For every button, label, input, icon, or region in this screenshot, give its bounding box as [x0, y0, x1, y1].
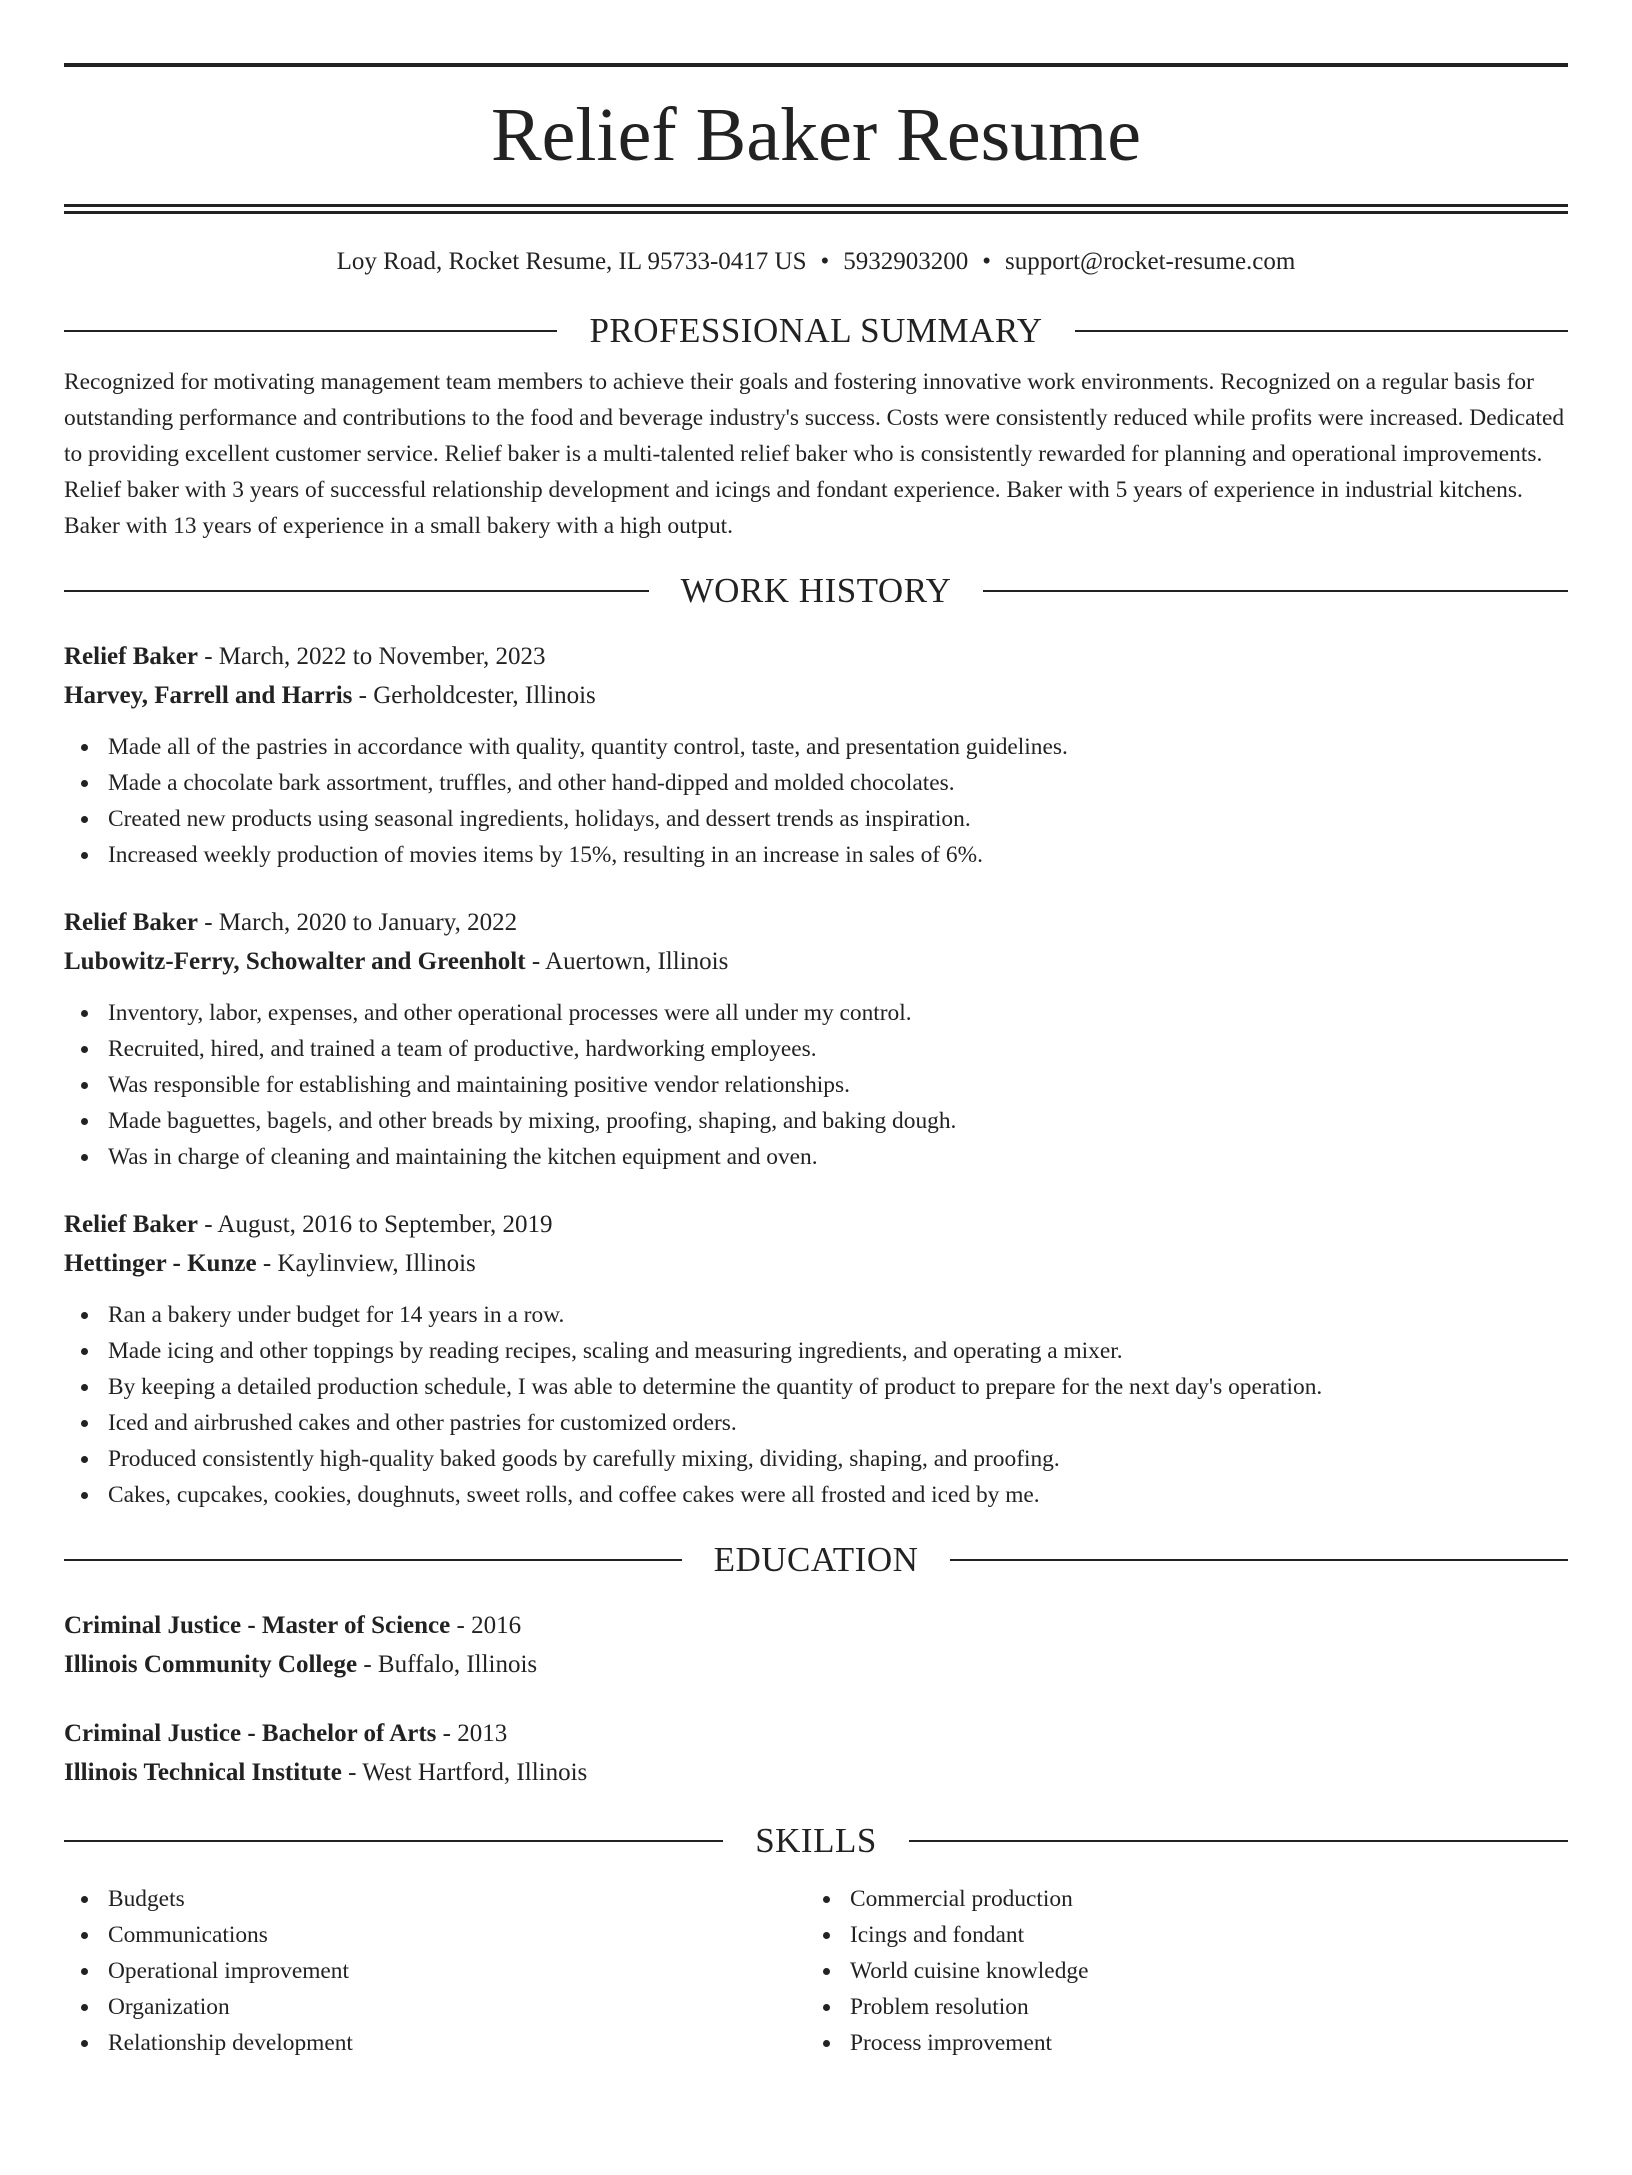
list-item: Recruited, hired, and trained a team of productive, hardworking employees.: [64, 1031, 1568, 1067]
job-company-line: [64, 676, 1568, 715]
list-item: Was in charge of cleaning and maintaining the kitchen equipment and oven.: [64, 1139, 1568, 1175]
job-company: Hettinger - Kunze: [64, 1250, 257, 1277]
list-item: Budgets: [64, 1881, 806, 1917]
education-degree-line: [64, 1606, 1568, 1645]
education-section-title: EDUCATION: [713, 1540, 919, 1579]
job-title-line: [64, 903, 1568, 942]
work-section-title: WORK HISTORY: [680, 571, 952, 610]
list-item: Cakes, cupcakes, cookies, doughnuts, sweet rolls, and coffee cakes were all frosted and iced by me.: [64, 1477, 1568, 1513]
resume-title: Relief Baker Resume: [490, 93, 1141, 177]
contact-line: [64, 247, 1568, 277]
section-rule: [64, 590, 649, 592]
list-item: Operational improvement: [64, 1953, 806, 1989]
list-item: Ran a bakery under budget for 14 years in a row.: [64, 1297, 1568, 1333]
job-role: Relief Baker: [64, 643, 198, 670]
list-item: Made baguettes, bagels, and other breads by mixing, proofing, shaping, and baking dough.: [64, 1103, 1568, 1139]
job-company: Lubowitz-Ferry, Schowalter and Greenholt: [64, 948, 526, 975]
job-bullets: [64, 729, 1568, 873]
job-dates: - March, 2020 to January, 2022: [197, 909, 518, 936]
education-degree-line: [64, 1714, 1568, 1753]
list-item: Produced consistently high-quality baked goods by carefully mixing, dividing, shaping, and proofing.: [64, 1441, 1568, 1477]
contact-email: support@rocket-resume.com: [1005, 248, 1296, 275]
summary-section-title: PROFESSIONAL SUMMARY: [589, 311, 1043, 350]
job-location: - Auertown, Illinois: [525, 948, 729, 975]
contact-address: Loy Road, Rocket Resume, IL 95733-0417 US: [336, 248, 807, 275]
list-item: By keeping a detailed production schedule, I was able to determine the quantity of product to prepare for the next day's operation.: [64, 1369, 1568, 1405]
section-rule: [909, 1840, 1568, 1842]
list-item: Iced and airbrushed cakes and other pastries for customized orders.: [64, 1405, 1568, 1441]
work-section-header: [64, 571, 1568, 611]
education-school-line: [64, 1645, 1568, 1684]
job-role: Relief Baker: [64, 909, 198, 936]
job-dates: - March, 2022 to November, 2023: [197, 643, 546, 670]
skills-list-left: [64, 1881, 806, 2061]
contact-separator: •: [982, 248, 992, 275]
job-location: - Kaylinview, Illinois: [256, 1250, 476, 1277]
job-role: Relief Baker: [64, 1211, 198, 1238]
list-item: Relationship development: [64, 2025, 806, 2061]
list-item: Process improvement: [806, 2025, 1548, 2061]
education-school-line: [64, 1753, 1568, 1792]
resume-page: [64, 63, 1568, 2061]
education-school: Illinois Technical Institute: [64, 1759, 342, 1786]
education-school: Illinois Community College: [64, 1651, 358, 1678]
job-title-line: [64, 1205, 1568, 1244]
list-item: Icings and fondant: [806, 1917, 1548, 1953]
list-item: Made icing and other toppings by reading recipes, scaling and measuring ingredients, and operating a mixer.: [64, 1333, 1568, 1369]
job-dates: - August, 2016 to September, 2019: [197, 1211, 553, 1238]
list-item: Made a chocolate bark assortment, truffles, and other hand-dipped and molded chocolates.: [64, 765, 1568, 801]
skills-columns: [64, 1881, 1568, 2061]
education-entry: [64, 1606, 1568, 1684]
job-company-line: [64, 1244, 1568, 1283]
contact-separator: •: [820, 248, 830, 275]
education-location: - Buffalo, Illinois: [357, 1651, 538, 1678]
education-year: - 2013: [436, 1720, 508, 1747]
job-title-line: [64, 637, 1568, 676]
section-rule: [64, 1840, 723, 1842]
list-item: Created new products using seasonal ingredients, holidays, and dessert trends as inspiration.: [64, 801, 1568, 837]
section-rule: [1075, 330, 1568, 332]
education-year: - 2016: [450, 1612, 522, 1639]
education-location: - West Hartford, Illinois: [341, 1759, 588, 1786]
skills-list-right: [806, 1881, 1548, 2061]
job-company: Harvey, Farrell and Harris: [64, 682, 353, 709]
list-item: Made all of the pastries in accordance with quality, quantity control, taste, and presentation guidelines.: [64, 729, 1568, 765]
section-rule: [983, 590, 1568, 592]
section-rule: [64, 1559, 682, 1561]
list-item: Commercial production: [806, 1881, 1548, 1917]
job-entry: [64, 1205, 1568, 1513]
list-item: Increased weekly production of movies items by 15%, resulting in an increase in sales of 6%.: [64, 837, 1568, 873]
skills-column-left: [64, 1881, 806, 2061]
list-item: Communications: [64, 1917, 806, 1953]
education-degree: Criminal Justice - Bachelor of Arts: [64, 1720, 437, 1747]
list-item: Organization: [64, 1989, 806, 2025]
education-section-header: [64, 1540, 1568, 1580]
education-entry: [64, 1714, 1568, 1792]
education-degree: Criminal Justice - Master of Science: [64, 1612, 451, 1639]
section-rule: [64, 330, 557, 332]
job-bullets: [64, 995, 1568, 1175]
list-item: Inventory, labor, expenses, and other operational processes were all under my control.: [64, 995, 1568, 1031]
job-location: - Gerholdcester, Illinois: [352, 682, 596, 709]
list-item: World cuisine knowledge: [806, 1953, 1548, 1989]
job-entry: [64, 637, 1568, 873]
section-rule: [950, 1559, 1568, 1561]
job-entry: [64, 903, 1568, 1175]
contact-phone: 5932903200: [843, 248, 969, 275]
skills-column-right: [806, 1881, 1548, 2061]
list-item: Was responsible for establishing and maintaining positive vendor relationships.: [64, 1067, 1568, 1103]
job-company-line: [64, 942, 1568, 981]
title-double-rule: [64, 204, 1568, 214]
list-item: Problem resolution: [806, 1989, 1548, 2025]
skills-section-header: [64, 1821, 1568, 1861]
summary-text: Recognized for motivating management team members to achieve their goals and fostering innovative work environments. Recognized on a regular basis for outstanding performance and contributions to the food and beverage industry's success. Costs were consistently reduced while profits were increased. Dedicated to providing excellent customer service. Relief baker is a multi-talented relief baker who is consistently rewarded for planning and operational improvements. Relief baker with 3 years of successful relationship development and icings and fondant experience. Baker with 5 years of experience in industrial kitchens. Baker with 13 years of experience in a small bakery with a high output.: [64, 369, 1565, 539]
summary-section-header: [64, 311, 1568, 351]
job-bullets: [64, 1297, 1568, 1513]
skills-section-title: SKILLS: [755, 1821, 877, 1860]
